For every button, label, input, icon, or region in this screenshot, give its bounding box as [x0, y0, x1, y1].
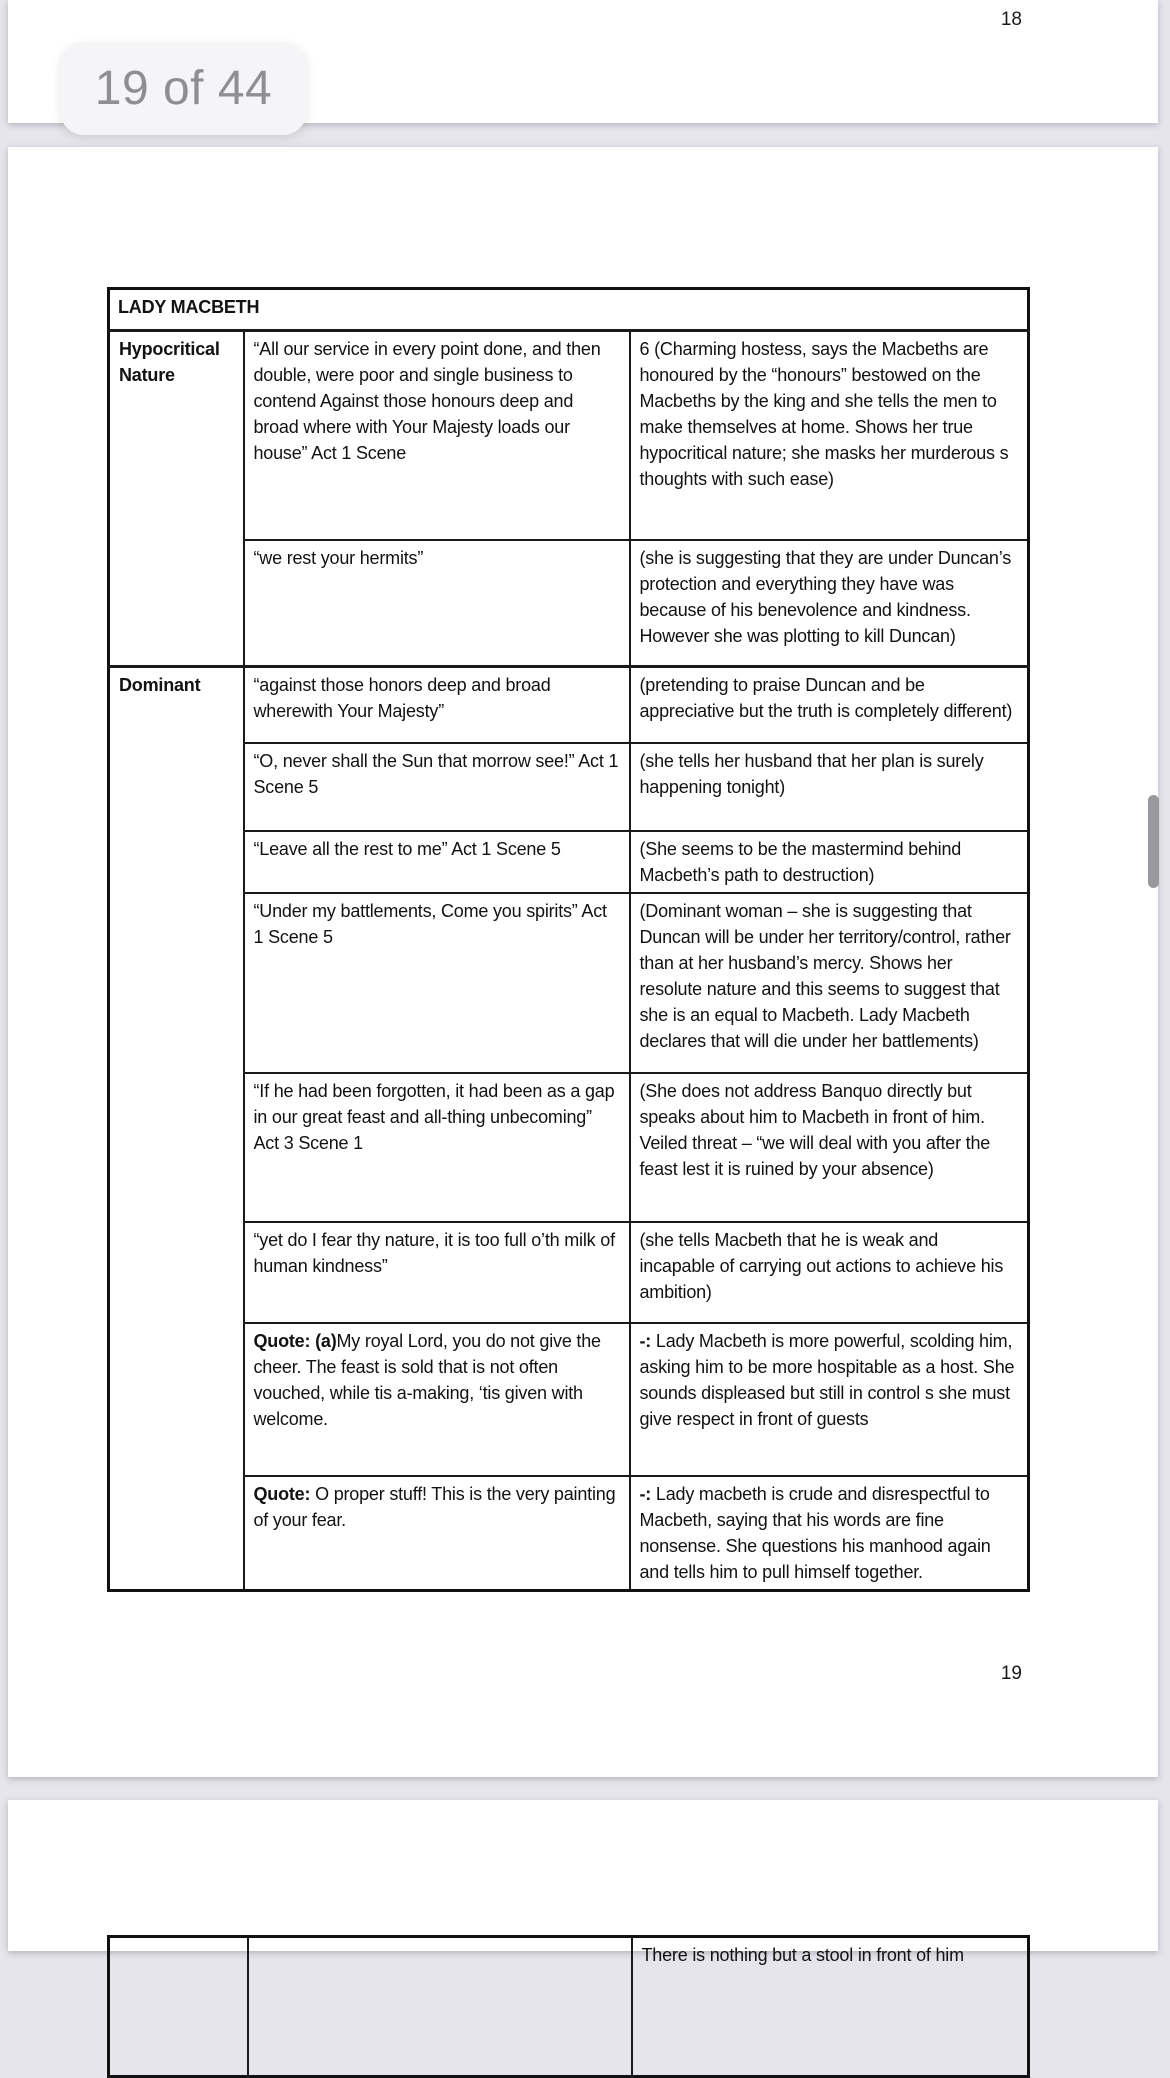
- analysis-text: (she is suggesting that they are under Duncan’s protection and everything they have was because of his benevolence and kindness. However she was plotting to kill Duncan): [639, 547, 1012, 646]
- table-row: [109, 1073, 1029, 1222]
- quote-cell: [244, 1323, 630, 1476]
- quote-cell: [244, 831, 630, 893]
- quote-cell: [244, 1073, 630, 1222]
- empty-cell: [109, 1937, 248, 2077]
- analysis-cell: [630, 893, 1029, 1073]
- theme-cell-dominant: Dominant: [109, 667, 244, 1591]
- analysis-cell: [632, 1937, 1029, 2077]
- quote-cell: [244, 893, 630, 1073]
- table-row: [109, 1222, 1029, 1323]
- table-row: [109, 1476, 1029, 1591]
- table-row: [109, 831, 1029, 893]
- analysis-text: Lady Macbeth is more powerful, scolding him, asking him to be more hospitable as a host. She sounds displeased but still in control s she must give respect in front of guests: [639, 1330, 1015, 1429]
- quote-text: “Under my battlements, Come you spirits” Act 1 Scene 5: [253, 900, 607, 947]
- quote-text: “O, never shall the Sun that morrow see!” Act 1 Scene 5: [253, 750, 619, 797]
- page-indicator-label: 19 of 44: [94, 62, 273, 115]
- quote-cell: [244, 743, 630, 831]
- table-row: [109, 743, 1029, 831]
- analysis-text: 6 (Charming hostess, says the Macbeths are honoured by the “honours” bestowed on the Macbeths by the king and she tells the men to make themselves at home. Shows her true hypocritical nature; she masks her murderous s thoughts with such ease): [639, 339, 1009, 489]
- analysis-text: (She seems to be the mastermind behind Macbeth’s path to destruction): [639, 838, 962, 885]
- quote-text: “against those honors deep and broad wherewith Your Majesty”: [253, 675, 551, 721]
- quote-text: “yet do I fear thy nature, it is too full o’th milk of human kindness”: [253, 1229, 615, 1276]
- page-20: [8, 1800, 1158, 1965]
- quote-prefix: Quote:: [253, 1483, 311, 1504]
- analysis-cell: [630, 1476, 1029, 1591]
- analysis-cell: [630, 667, 1029, 743]
- analysis-cell: [630, 1323, 1029, 1476]
- analysis-cell: [630, 743, 1029, 831]
- quote-cell: [244, 667, 630, 743]
- analysis-text: Lady macbeth is crude and disrespectful to Macbeth, saying that his words are fine nonsense. She questions his manhood again and tells him to pull himself together.: [639, 1483, 991, 1582]
- analysis-cell: [630, 1073, 1029, 1222]
- quote-text: “All our service in every point done, and then double, were poor and single business to contend Against those honours deep and broad where with Your Majesty loads our house” Act 1 Scene: [253, 339, 601, 463]
- page-indicator-badge: [60, 42, 307, 135]
- analysis-text: (she tells Macbeth that he is weak and incapable of carrying out actions to achieve his ambition): [639, 1229, 1004, 1302]
- analysis-text: (Dominant woman – she is suggesting that Duncan will be under her territory/control, rather than at her husband’s mercy. Shows her resolute nature and this seems to suggest that she is an equal to Macbeth. Lady Macbeth declares that will die under her battlements): [639, 900, 1011, 1051]
- quote-cell: [244, 540, 630, 667]
- analysis-text: (she tells her husband that her plan is surely happening tonight): [639, 750, 984, 797]
- page-18-number: 18: [1000, 9, 1022, 30]
- quote-text: “Leave all the rest to me” Act 1 Scene 5: [253, 838, 561, 859]
- table-row: [109, 540, 1029, 667]
- table-row: [109, 1937, 1029, 2077]
- quote-prefix: Quote: (a): [253, 1330, 337, 1351]
- analysis-prefix: -:: [639, 1330, 652, 1351]
- quote-cell: [244, 1476, 630, 1591]
- lady-macbeth-table: [107, 287, 1030, 1592]
- table-row: [109, 331, 1029, 540]
- table-row: [109, 667, 1029, 743]
- analysis-text: There is nothing but a stool in front of him: [641, 1945, 964, 1965]
- quote-text: My royal Lord, you do not give the cheer. The feast is sold that is not often vouched, while tis a-making, ‘tis given with welcome.: [253, 1330, 601, 1429]
- analysis-text: (She does not address Banquo directly but speaks about him to Macbeth in front of him. Veiled threat – “we will deal with you after the feast lest it is ruined by your absence): [639, 1080, 991, 1179]
- table-title: LADY MACBETH: [109, 289, 1029, 331]
- page-19: [8, 147, 1158, 1777]
- next-page-table: [107, 1935, 1030, 2078]
- quote-cell: [244, 331, 630, 540]
- analysis-cell: [630, 831, 1029, 893]
- table-row: [109, 893, 1029, 1073]
- quote-cell: [244, 1222, 630, 1323]
- analysis-cell: [630, 331, 1029, 540]
- table-header-row: [109, 289, 1029, 331]
- page-19-number: 19: [1000, 1663, 1022, 1684]
- analysis-cell: [630, 1222, 1029, 1323]
- scrollbar-thumb[interactable]: [1148, 795, 1159, 888]
- table-row: [109, 1323, 1029, 1476]
- analysis-text: (pretending to praise Duncan and be appreciative but the truth is completely different): [639, 675, 1013, 721]
- analysis-prefix: -:: [639, 1483, 652, 1504]
- analysis-cell: [630, 540, 1029, 667]
- quote-text: O proper stuff! This is the very painting of your fear.: [253, 1483, 616, 1530]
- quote-text: “we rest your hermits”: [253, 547, 424, 568]
- theme-cell-hypocritical-nature: Hypocritical Nature: [109, 331, 244, 667]
- empty-cell: [248, 1937, 632, 2077]
- quote-text: “If he had been forgotten, it had been as a gap in our great feast and all-thing unbecoming” Act 3 Scene 1: [253, 1080, 615, 1153]
